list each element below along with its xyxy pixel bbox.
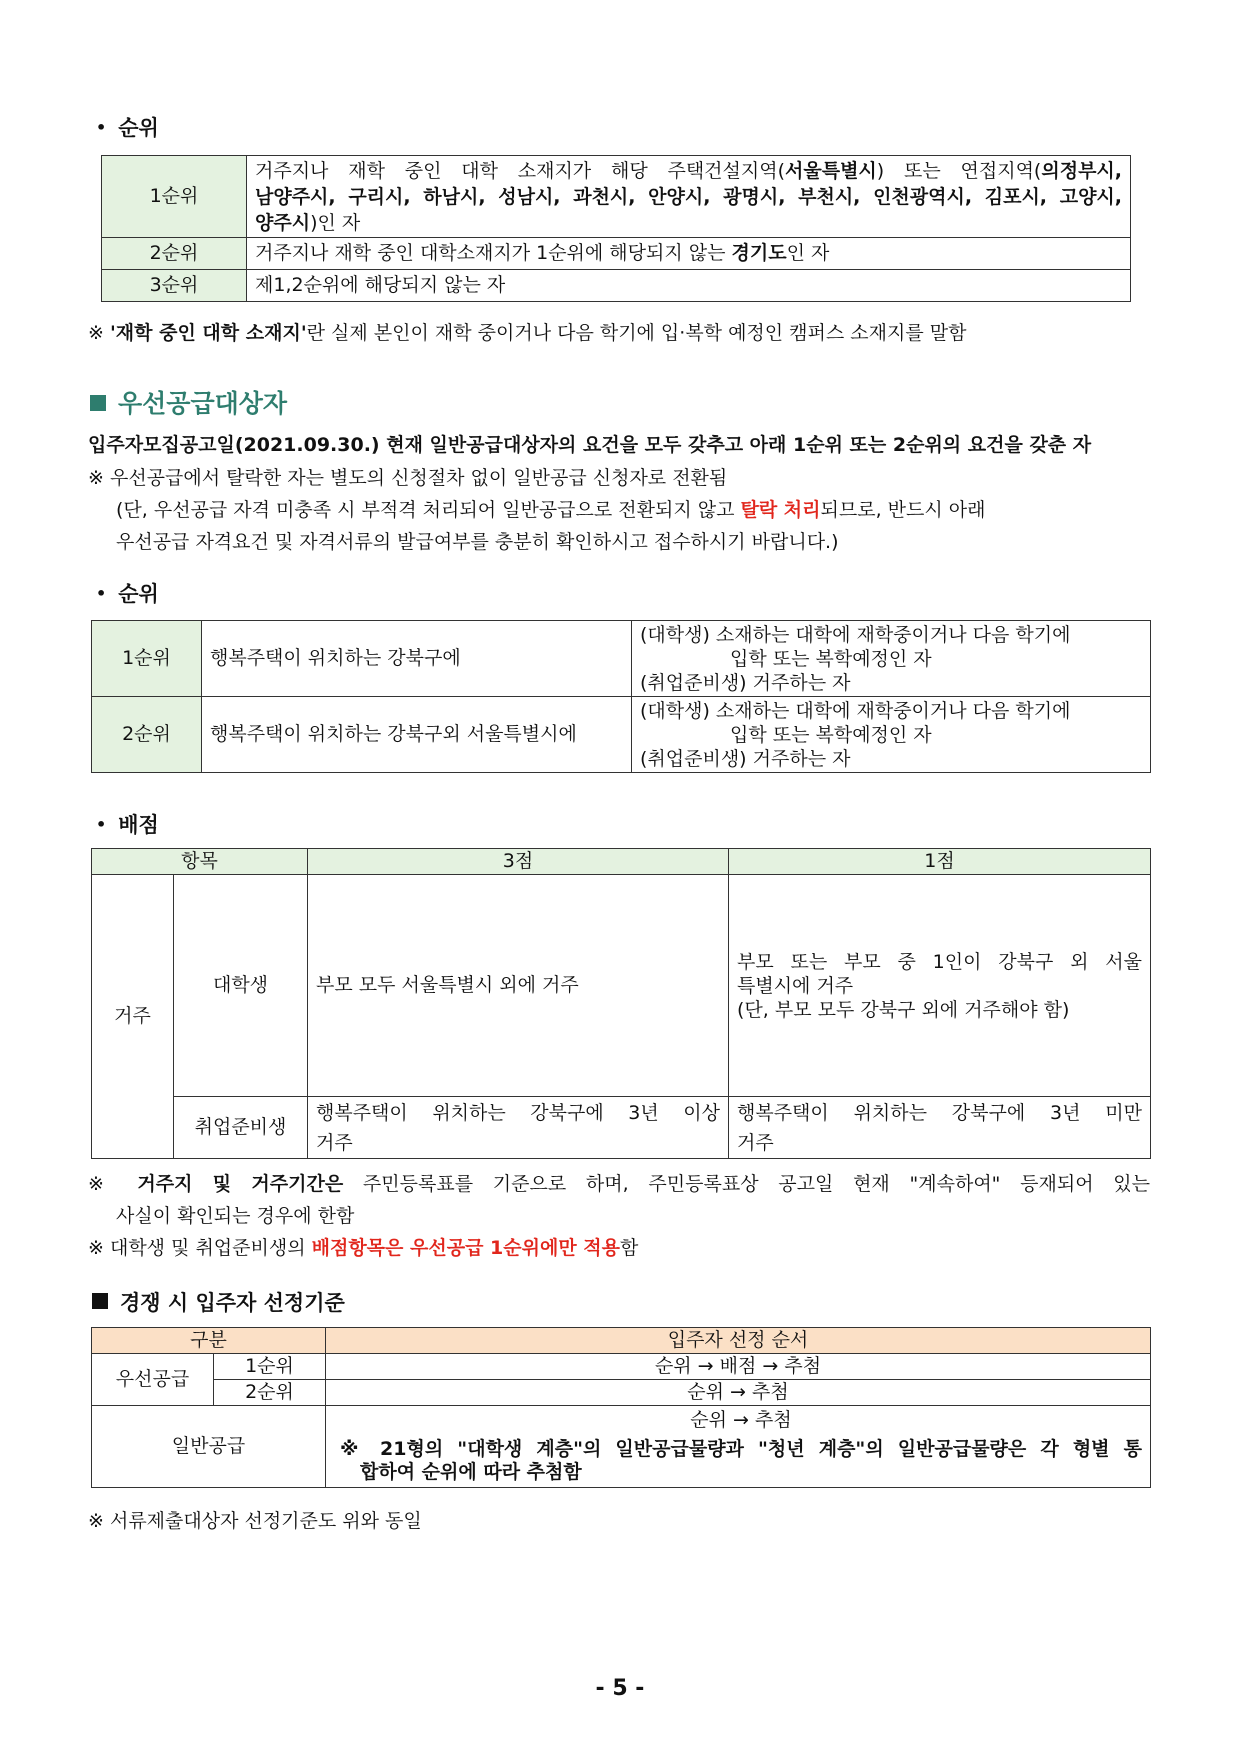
table-row xyxy=(102,156,1131,238)
priority-rank-heading-label: 순위 xyxy=(118,582,159,606)
rank-heading-label: 순위 xyxy=(118,116,159,140)
score-heading-label: 배점 xyxy=(118,813,159,837)
general-label-cell: 일반공급 xyxy=(92,1406,326,1488)
priority-label-cell: 우선공급 xyxy=(92,1354,214,1406)
table-header-row xyxy=(92,849,1151,875)
header-cell: 1점 xyxy=(729,849,1151,875)
type-cell: 대학생 xyxy=(174,875,308,1097)
header-cell: 항목 xyxy=(92,849,308,875)
bullet-dot: • xyxy=(96,584,107,603)
score-heading xyxy=(96,809,159,839)
rank-cell: 1순위 xyxy=(92,621,202,697)
score1-cell: 부모 또는 부모 중 1인이 강북구 외 서울 특별시에 거주 (단, 부모 모두 강북구 외에 거주해야 함) xyxy=(729,875,1151,1097)
priority-rank-table xyxy=(91,620,1151,773)
score3-cell: 부모 모두 서울특별시 외에 거주 xyxy=(308,875,729,1097)
score-table xyxy=(91,848,1151,1159)
rank-desc-cell: 제1,2순위에 해당되지 않는 자 xyxy=(247,270,1131,302)
group-cell: 거주 xyxy=(92,875,174,1159)
table-row xyxy=(92,1354,1151,1380)
rank-desc-cell: 거주지나 재학 중인 대학소재지가 1순위에 해당되지 않는 경기도인 자 xyxy=(247,238,1131,270)
rank-note: ※ '재학 중인 대학 소재지'란 실제 본인이 재학 중이거나 다음 학기에 입·복학 예정인 캠퍼스 소재지를 말함 xyxy=(88,322,967,344)
page-number: - 5 - xyxy=(595,1676,645,1701)
table-row xyxy=(92,621,1151,697)
order-cell: 순위 → 배점 → 추첨 xyxy=(326,1354,1151,1380)
rank-cell: 2순위 xyxy=(92,697,202,773)
requirement-cell: (대학생) 소재하는 대학에 재학중이거나 다음 학기에 입학 또는 복학예정인 자 (취업준비생) 거주하는 자 xyxy=(632,697,1151,773)
rank-heading xyxy=(96,112,159,142)
rank-cell: 1순위 xyxy=(102,156,247,238)
header-cell: 3점 xyxy=(308,849,729,875)
bullet-dot: • xyxy=(96,118,107,137)
table-header-row xyxy=(92,1328,1151,1354)
rank-cell: 2순위 xyxy=(102,238,247,270)
sub-rank-cell: 2순위 xyxy=(214,1380,326,1406)
table-row xyxy=(92,875,1151,1097)
bullet-dot: • xyxy=(96,815,107,834)
rank-cell: 3순위 xyxy=(102,270,247,302)
score3-cell: 행복주택이 위치하는 강북구에 3년 이상 거주 xyxy=(308,1097,729,1159)
order-cell: 순위 → 추첨 ※ 21형의 "대학생 계층"의 일반공급물량과 "청년 계층"의 일반공급물량은 각 형별 통 합하여 순위에 따라 추첨함 xyxy=(326,1406,1151,1488)
header-cell: 구분 xyxy=(92,1328,326,1354)
table-row xyxy=(102,238,1131,270)
square-icon xyxy=(90,395,106,411)
priority-section-title: 우선공급대상자 xyxy=(90,384,287,420)
selection-table xyxy=(91,1327,1151,1488)
square-icon xyxy=(92,1293,108,1309)
requirement-cell: (대학생) 소재하는 대학에 재학중이거나 다음 학기에 입학 또는 복학예정인 자 (취업준비생) 거주하는 자 xyxy=(632,621,1151,697)
type-cell: 취업준비생 xyxy=(174,1097,308,1159)
table-row xyxy=(92,1097,1151,1159)
table-row xyxy=(92,1406,1151,1488)
rank-table xyxy=(101,155,1131,302)
order-cell: 순위 → 추첨 xyxy=(326,1380,1151,1406)
sub-rank-cell: 1순위 xyxy=(214,1354,326,1380)
selection-section-title: 경쟁 시 입주자 선정기준 xyxy=(92,1287,345,1317)
table-row xyxy=(92,1380,1151,1406)
table-row xyxy=(102,270,1131,302)
area-cell: 행복주택이 위치하는 강북구에 xyxy=(202,621,632,697)
score1-cell: 행복주택이 위치하는 강북구에 3년 미만 거주 xyxy=(729,1097,1151,1159)
table-row xyxy=(92,697,1151,773)
score-notes: ※ 거주지 및 거주기간은 주민등록표를 기준으로 하며, 주민등록표상 공고일 현재 "계속하여" 등재되어 있는 사실이 확인되는 경우에 한함 ※ 대학생 및 취업준비생의 배점항목은 우선공급 1순위에만 적용함 xyxy=(88,1173,1151,1259)
area-cell: 행복주택이 위치하는 강북구외 서울특별시에 xyxy=(202,697,632,773)
header-cell: 입주자 선정 순서 xyxy=(326,1328,1151,1354)
selection-footnote: ※ 서류제출대상자 선정기준도 위와 동일 xyxy=(88,1510,422,1532)
priority-note: ※ 우선공급에서 탈락한 자는 별도의 신청절차 없이 일반공급 신청자로 전환됨 (단, 우선공급 자격 미충족 시 부적격 처리되어 일반공급으로 전환되지 않고 탈락 처리되므로, 반드시 아래 우선공급 자격요건 및 자격서류의 발급여부를 충분히 확인하시고 접수하시기 바랍니다.) xyxy=(88,467,986,553)
rank-desc-cell: 거주지나 재학 중인 대학 소재지가 해당 주택건설지역(서울특별시) 또는 연접지역(의정부시, 남양주시, 구리시, 하남시, 성남시, 과천시, 안양시, 광명시, 부천시, 인천광역시, 김포시, 고양시, 양주시)인 자 xyxy=(247,156,1131,238)
priority-headline: 입주자모집공고일(2021.09.30.) 현재 일반공급대상자의 요건을 모두 갖추고 아래 1순위 또는 2순위의 요건을 갖춘 자 xyxy=(88,434,1092,456)
priority-rank-heading xyxy=(96,578,159,608)
